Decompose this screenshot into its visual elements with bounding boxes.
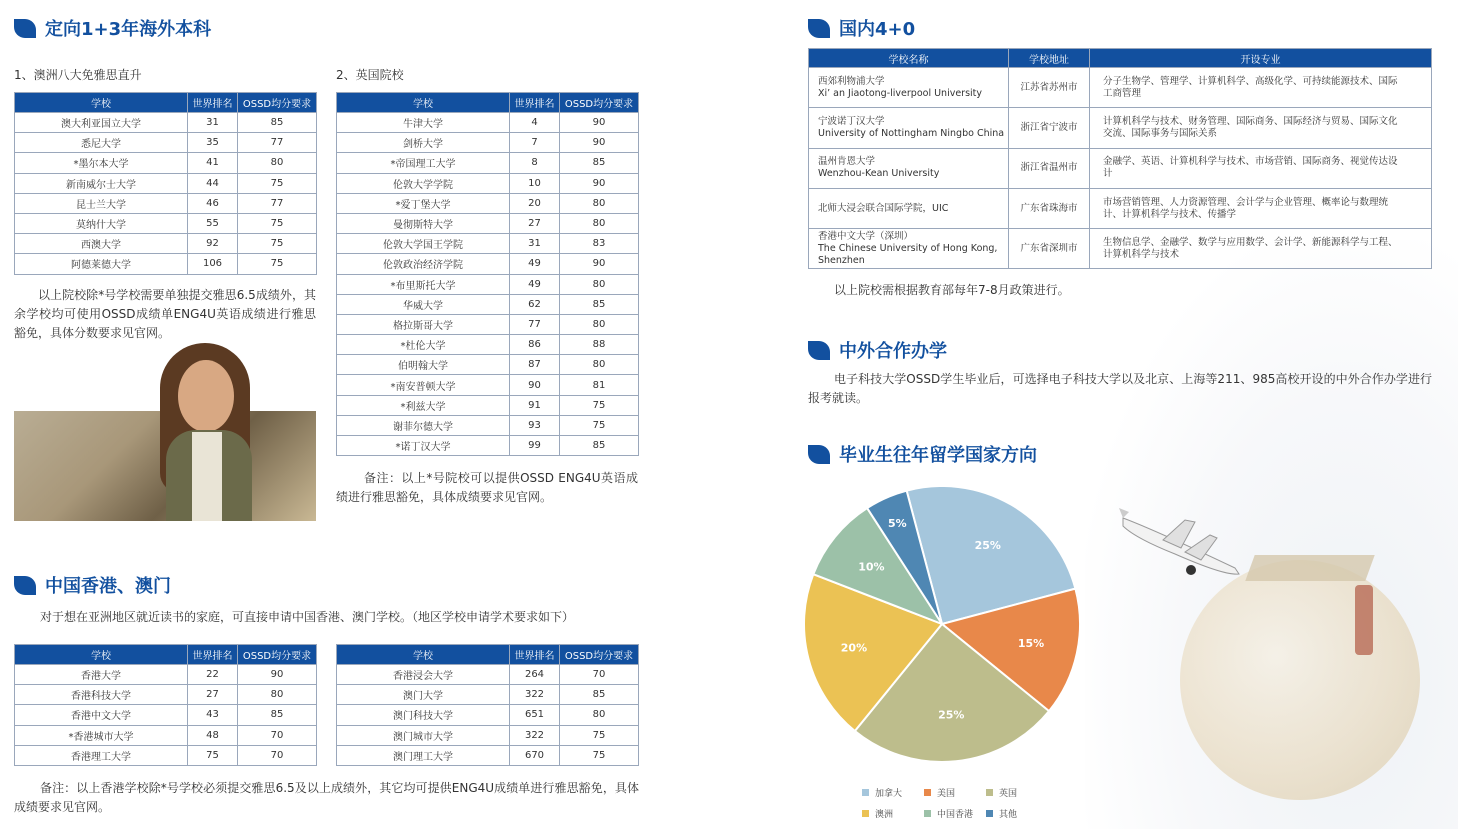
pie-label-4: 10% [858,560,885,574]
section-header-hk-macau [14,572,171,598]
cell-rank: 49 [510,254,560,274]
table-row [337,375,639,395]
cell-school: 华威大学 [337,294,510,314]
cell-school: 曼彻斯特大学 [337,213,510,233]
cell-rank: 20 [510,193,560,213]
cell-score: 75 [560,745,639,765]
cell-school: 剑桥大学 [337,133,510,153]
hk-table [14,644,317,766]
pie-legend [862,786,1048,820]
cell-school: *杜伦大学 [337,335,510,355]
cell-school: *爱丁堡大学 [337,193,510,213]
cell-rank: 86 [510,335,560,355]
table-row [15,213,317,233]
cell-school: 伦敦政治经济学院 [337,254,510,274]
cell-school: 昆士兰大学 [15,193,188,213]
domestic-table [808,48,1432,269]
table-row [15,153,317,173]
tassel-decor [1355,585,1373,655]
col-header-rank: 世界排名 [510,645,560,665]
cell-rank: 31 [510,234,560,254]
cell-score: 77 [238,193,317,213]
table-row [337,725,639,745]
cell-rank: 90 [510,375,560,395]
col-header-score: OSSD均分要求 [238,93,317,113]
cell-score: 85 [560,294,639,314]
table-row [337,274,639,294]
cell-school: 西澳大学 [15,234,188,254]
table-row [337,193,639,213]
school-name-en: University of Nottingham Ningbo China [818,127,1005,139]
col-header-score: OSSD均分要求 [560,93,639,113]
cell-score: 75 [238,213,317,233]
cell-rank: 99 [510,436,560,456]
cell-rank: 4 [510,113,560,133]
cell-score: 90 [560,133,639,153]
table-row [337,335,639,355]
cell-school: 澳门大学 [337,685,510,705]
cell-rank: 46 [188,193,238,213]
cell-rank: 41 [188,153,238,173]
cell-rank: 264 [510,665,560,685]
table-row [15,113,317,133]
cell-rank: 322 [510,725,560,745]
legend-item [862,807,924,820]
cell-score: 75 [560,725,639,745]
col-header-school: 学校 [337,93,510,113]
legend-swatch [986,789,993,796]
legend-swatch [862,789,869,796]
table-row [337,294,639,314]
col-header-score: OSSD均分要求 [238,645,317,665]
table-row [15,193,317,213]
cell-score: 80 [560,274,639,294]
table-row [809,229,1432,269]
table-row [15,133,317,153]
cell-rank: 55 [188,213,238,233]
legend-item [924,807,986,820]
table-row [809,108,1432,148]
cell-rank: 22 [188,665,238,685]
cell-rank: 43 [188,705,238,725]
cell-school: 香港理工大学 [15,745,188,765]
leaf-bullet-icon [14,19,36,38]
cell-address: 广东省深圳市 [1009,229,1090,269]
cell-rank: 31 [188,113,238,133]
cell-score: 70 [238,725,317,745]
cell-rank: 48 [188,725,238,745]
cell-school: 伯明翰大学 [337,355,510,375]
legend-label: 美国 [937,789,956,799]
table-row [15,725,317,745]
table-row [337,213,639,233]
joint-text: 电子科技大学OSSD学生毕业后，可选择电子科技大学以及北京、上海等211、985高校开设的中外合作办学进行报考就读。 [808,372,1432,405]
col-header-school: 学校 [15,645,188,665]
cell-majors: 金融学、英语、计算机科学与技术、市场营销、国际商务、视觉传达设计 [1090,148,1432,188]
cell-school: 澳门理工大学 [337,745,510,765]
cell-school: 伦敦大学学院 [337,173,510,193]
school-name-cn: 温州肯恩大学 [818,156,876,168]
school-name-cn: 香港中文大学（深圳） [818,230,914,242]
col-header-majors: 开设专业 [1090,49,1432,68]
cell-address: 浙江省宁波市 [1009,108,1090,148]
table-row [337,685,639,705]
cell-score: 70 [238,745,317,765]
cell-school: 莫纳什大学 [15,213,188,233]
table-row [337,173,639,193]
col-header-school-name: 学校名称 [809,49,1009,68]
student-photo-face [178,360,234,432]
legend-label: 中国香港 [937,810,974,820]
cell-score: 85 [560,436,639,456]
table-row [337,436,639,456]
school-name-en: Xi’ an Jiaotong-liverpool University [818,87,983,99]
cell-address: 浙江省温州市 [1009,148,1090,188]
cell-score: 90 [560,173,639,193]
cell-school: 香港浸会大学 [337,665,510,685]
school-name-cn: 西郊利物浦大学 [818,75,885,87]
table-row [337,665,639,685]
table-row [337,314,639,334]
cell-rank: 106 [188,254,238,274]
cell-school-name [809,68,1009,108]
cell-rank: 7 [510,133,560,153]
legend-item [924,786,986,799]
uk-table [336,92,639,456]
table-row [15,685,317,705]
cell-majors: 市场营销管理、人力资源管理、会计学与企业管理、概率论与数理统计、计算机科学与技术、传播学 [1090,188,1432,228]
cell-address: 广东省珠海市 [1009,188,1090,228]
school-name-en: The Chinese University of Hong Kong, Shenzhen [818,242,998,266]
cell-school: 澳门科技大学 [337,705,510,725]
cell-score: 90 [238,665,317,685]
school-name-cn: 北师大浸会联合国际学院，UIC [818,202,949,214]
cell-school: 悉尼大学 [15,133,188,153]
cell-rank: 651 [510,705,560,725]
section-title: 国内4+0 [839,19,916,40]
col-header-rank: 世界排名 [188,645,238,665]
legend-swatch [924,789,931,796]
cell-score: 81 [560,375,639,395]
cell-score: 80 [560,193,639,213]
table-row [337,234,639,254]
legend-label: 加拿大 [875,789,903,799]
cell-majors: 分子生物学、管理学、计算机科学、高级化学、可持续能源技术、国际工商管理 [1090,68,1432,108]
legend-label: 英国 [999,789,1018,799]
table-row [337,415,639,435]
pie-label-0: 25% [974,539,1001,553]
legend-swatch [924,810,931,817]
cell-rank: 62 [510,294,560,314]
cell-score: 80 [238,685,317,705]
cell-school-name [809,188,1009,228]
col-header-school: 学校 [337,645,510,665]
cell-rank: 91 [510,395,560,415]
col-header-score: OSSD均分要求 [560,645,639,665]
pie-label-1: 15% [1017,637,1045,651]
cell-rank: 35 [188,133,238,153]
cell-school: 伦敦大学国王学院 [337,234,510,254]
cell-rank: 75 [188,745,238,765]
table-row [337,745,639,765]
australia-note: 以上院校除*号学校需要单独提交雅思6.5成绩外，其余学校均可使用OSSD成绩单ENG4U英语成绩进行雅思豁免，具体分数要求见官网。 [14,288,316,340]
cell-score: 80 [560,213,639,233]
cell-school: *利兹大学 [337,395,510,415]
cell-score: 80 [560,314,639,334]
legend-item [986,786,1048,799]
leaf-bullet-icon [808,19,830,38]
australia-subtitle: 1、澳洲八大免雅思直升 [14,68,142,82]
section-header-destinations [808,441,1037,467]
col-header-school: 学校 [15,93,188,113]
table-row [337,355,639,375]
uk-note: 备注：以上*号院校可以提供OSSD ENG4U英语成绩进行雅思豁免，具体成绩要求见官网。 [336,471,638,504]
legend-item [986,807,1048,820]
cell-school: 香港中文大学 [15,705,188,725]
table-row [809,188,1432,228]
cell-school-name [809,108,1009,148]
section-title: 中外合作办学 [839,341,947,362]
col-header-rank: 世界排名 [510,93,560,113]
cell-score: 75 [560,415,639,435]
cell-school: 澳大利亚国立大学 [15,113,188,133]
leaf-bullet-icon [808,445,830,464]
cell-rank: 8 [510,153,560,173]
table-row [337,705,639,725]
pie-label-5: 5% [888,517,907,531]
cell-school: *诺丁汉大学 [337,436,510,456]
student-photo-shirt [192,432,222,521]
section-header-joint [808,337,947,363]
leaf-bullet-icon [14,576,36,595]
cell-rank: 10 [510,173,560,193]
cell-score: 88 [560,335,639,355]
cell-school-name [809,148,1009,188]
hk-intro: 对于想在亚洲地区就近读书的家庭，可直接申请中国香港、澳门学校。（地区学校申请学术要求如下） [40,610,575,624]
cell-rank: 670 [510,745,560,765]
cell-rank: 49 [510,274,560,294]
table-row [809,68,1432,108]
cell-rank: 93 [510,415,560,435]
grad-cap-decor [1245,555,1374,581]
cell-score: 85 [560,153,639,173]
cell-score: 85 [238,705,317,725]
cell-school: 澳门城市大学 [337,725,510,745]
table-row [337,153,639,173]
cell-school: 格拉斯哥大学 [337,314,510,334]
table-row [15,705,317,725]
uk-subtitle: 2、英国院校 [336,68,404,82]
table-row [809,148,1432,188]
cell-school: 香港科技大学 [15,685,188,705]
cell-school: *香港城市大学 [15,725,188,745]
domestic-note: 以上院校需根据教育部每年7-8月政策进行。 [834,283,1070,297]
cell-rank: 27 [510,213,560,233]
cell-score: 90 [560,254,639,274]
globe-decor [1180,560,1420,800]
cell-majors: 生物信息学、金融学、数学与应用数学、会计学、新能源科学与工程、计算机科学与技术 [1090,229,1432,269]
cell-score: 85 [560,685,639,705]
cell-score: 75 [238,173,317,193]
cell-school-name [809,229,1009,269]
airplane-icon [1115,500,1250,580]
cell-score: 70 [560,665,639,685]
table-row [15,665,317,685]
cell-rank: 322 [510,685,560,705]
cell-school: 香港大学 [15,665,188,685]
section-header-overseas [14,15,211,41]
cell-majors: 计算机科学与技术、财务管理、国际商务、国际经济与贸易、国际文化交流、国际事务与国际关系 [1090,108,1432,148]
cell-school: 牛津大学 [337,113,510,133]
cell-rank: 87 [510,355,560,375]
pie-label-2: 25% [938,708,965,722]
section-header-domestic [808,15,915,41]
cell-score: 90 [560,113,639,133]
legend-label: 澳洲 [875,810,894,820]
cell-score: 75 [560,395,639,415]
cell-score: 77 [238,133,317,153]
col-header-rank: 世界排名 [188,93,238,113]
cell-score: 85 [238,113,317,133]
cell-score: 75 [238,254,317,274]
table-row [15,234,317,254]
school-name-cn: 宁波诺丁汉大学 [818,115,885,127]
section-title: 定向1+3年海外本科 [45,19,212,40]
cell-score: 80 [560,355,639,375]
cell-school: *帝国理工大学 [337,153,510,173]
section-title: 毕业生往年留学国家方向 [839,445,1037,466]
australia-table [14,92,317,275]
table-row [337,113,639,133]
cell-rank: 44 [188,173,238,193]
cell-score: 80 [560,705,639,725]
cell-school: 新南威尔士大学 [15,173,188,193]
macau-table [336,644,639,766]
legend-label: 其他 [999,810,1018,820]
col-header-address: 学校地址 [1009,49,1090,68]
cell-school: *布里斯托大学 [337,274,510,294]
cell-score: 75 [238,234,317,254]
table-row [15,745,317,765]
cell-address: 江苏省苏州市 [1009,68,1090,108]
cell-school: *南安普顿大学 [337,375,510,395]
table-row [337,254,639,274]
legend-swatch [862,810,869,817]
cell-rank: 27 [188,685,238,705]
cell-school: *墨尔本大学 [15,153,188,173]
table-row [15,254,317,274]
table-row [15,173,317,193]
school-name-en: Wenzhou-Kean University [818,168,940,180]
cell-school: 阿德莱德大学 [15,254,188,274]
cell-school: 谢菲尔德大学 [337,415,510,435]
leaf-bullet-icon [808,341,830,360]
legend-item [862,786,924,799]
hk-note: 备注：以上香港学校除*号学校必须提交雅思6.5及以上成绩外，其它均可提供ENG4U成绩单进行雅思豁免，具体成绩要求见官网。 [14,781,639,814]
pie-label-3: 20% [840,641,868,655]
destination-pie-chart [800,487,1085,767]
table-row [337,395,639,415]
cell-score: 80 [238,153,317,173]
table-row [337,133,639,153]
cell-score: 83 [560,234,639,254]
legend-swatch [986,810,993,817]
section-title: 中国香港、澳门 [45,576,171,597]
cell-rank: 92 [188,234,238,254]
cell-rank: 77 [510,314,560,334]
